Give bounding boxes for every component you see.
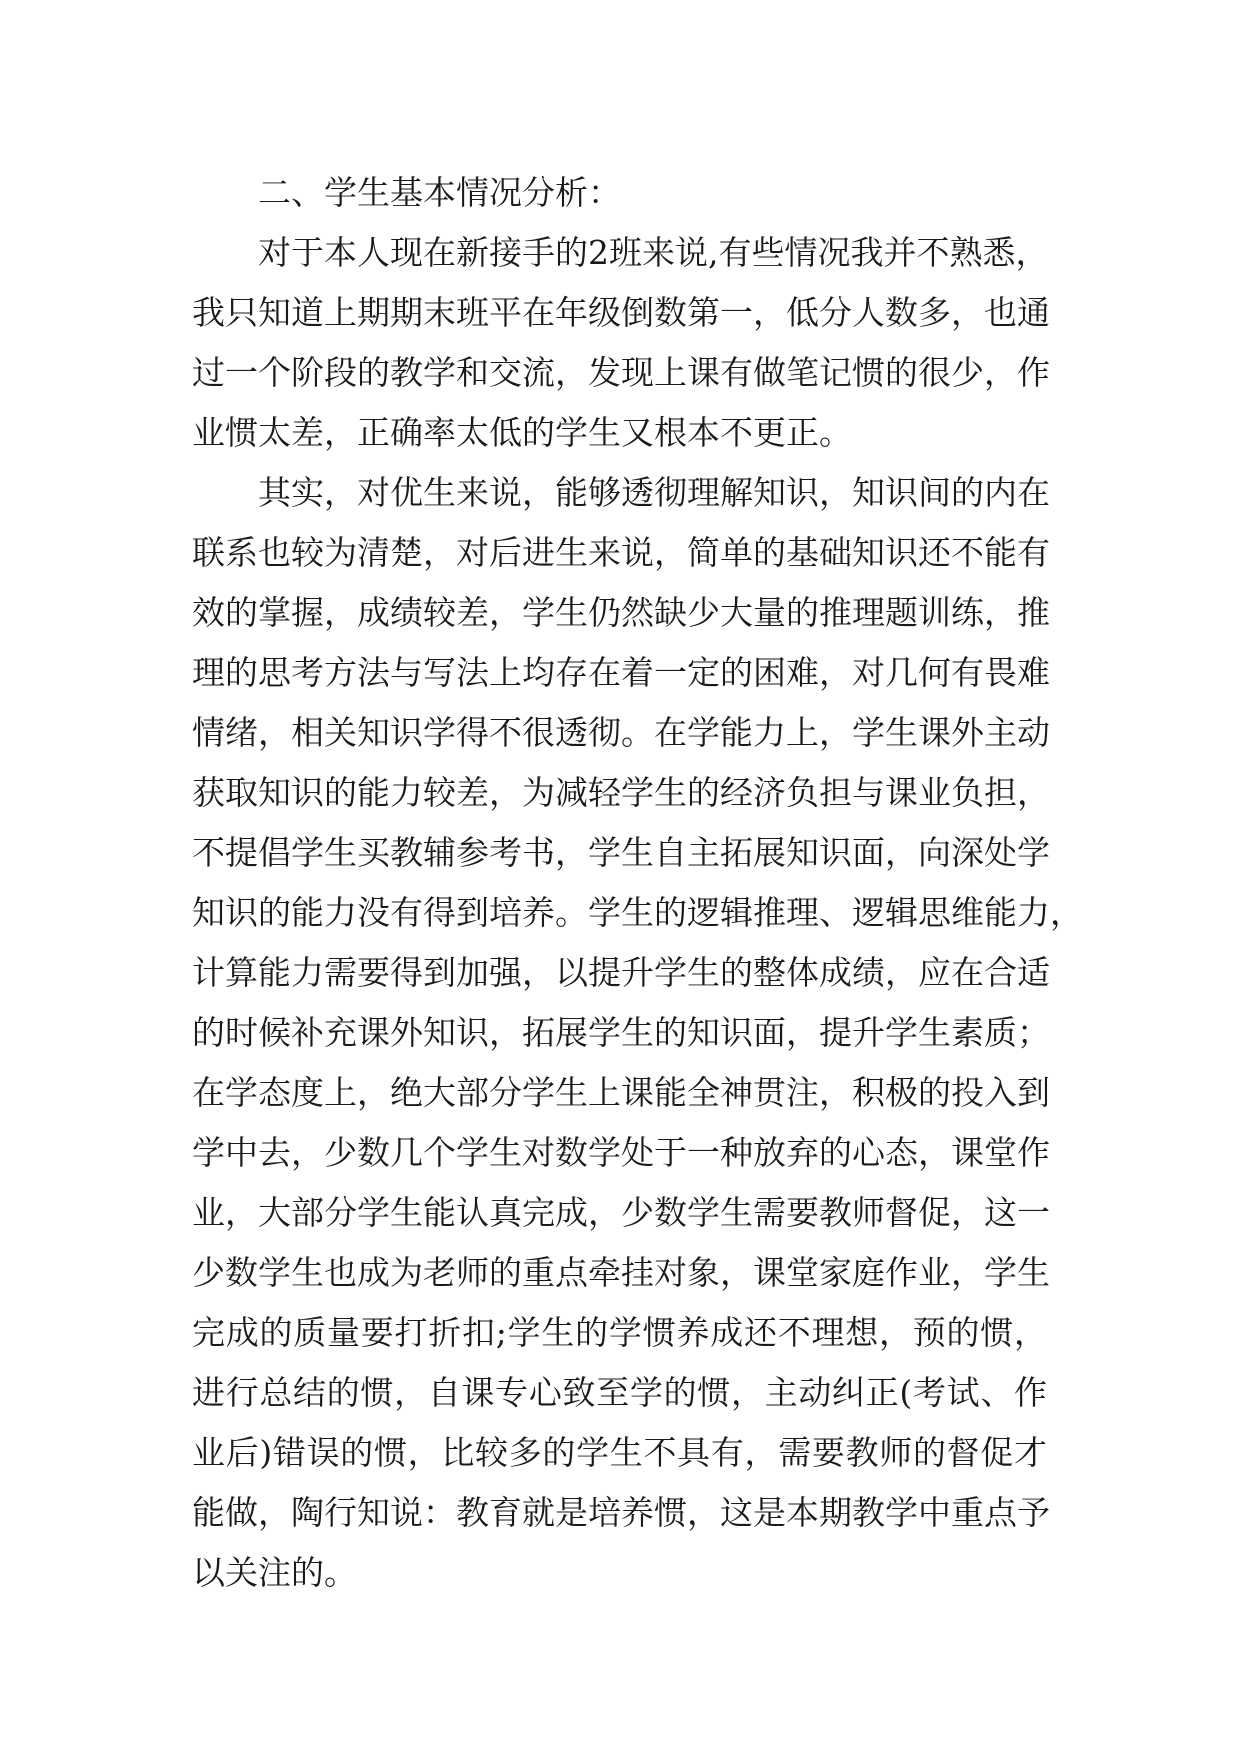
paragraph-line: 少数学生也成为老师的重点牵挂对象，课堂家庭作业，学生 bbox=[192, 1253, 1050, 1292]
paragraph-line: 对于本人现在新接手的2班来说,有些情况我并不熟悉， bbox=[258, 233, 1049, 272]
paragraph-1 bbox=[192, 223, 1050, 463]
paragraph-line: 效的掌握，成绩较差，学生仍然缺少大量的推理题训练，推 bbox=[192, 593, 1050, 632]
paragraph-line: 业惯太差，正确率太低的学生又根本不更正。 bbox=[192, 413, 852, 452]
section-heading: 二、学生基本情况分析： bbox=[258, 173, 621, 212]
paragraph-line: 以关注的。 bbox=[192, 1553, 357, 1592]
paragraph-2 bbox=[192, 463, 1083, 1603]
paragraph-line: 业，大部分学生能认真完成，少数学生需要教师督促，这一 bbox=[192, 1193, 1050, 1232]
paragraph-line: 完成的质量要打折扣;学生的学惯养成还不理想，预的惯， bbox=[192, 1313, 1047, 1352]
paragraph-line: 不提倡学生买教辅参考书，学生自主拓展知识面，向深处学 bbox=[192, 833, 1050, 872]
paragraph-line: 的时候补充课外知识，拓展学生的知识面，提升学生素质； bbox=[192, 1013, 1050, 1052]
paragraph-line: 在学态度上，绝大部分学生上课能全神贯注，积极的投入到 bbox=[192, 1073, 1050, 1112]
document-body bbox=[192, 163, 1083, 1603]
paragraph-line: 我只知道上期期末班平在年级倒数第一，低分人数多，也通 bbox=[192, 293, 1050, 332]
paragraph-line: 理的思考方法与写法上均存在着一定的困难，对几何有畏难 bbox=[192, 653, 1050, 692]
paragraph-line: 学中去，少数几个学生对数学处于一种放弃的心态，课堂作 bbox=[192, 1133, 1050, 1172]
paragraph-line: 获取知识的能力较差，为减轻学生的经济负担与课业负担， bbox=[192, 773, 1050, 812]
paragraph-line: 业后)错误的惯，比较多的学生不具有，需要教师的督促才 bbox=[192, 1433, 1047, 1472]
paragraph-line: 其实，对优生来说，能够透彻理解知识，知识间的内在 bbox=[258, 473, 1050, 512]
paragraph-line: 能做，陶行知说：教育就是培养惯，这是本期教学中重点予 bbox=[192, 1493, 1050, 1532]
paragraph-line: 知识的能力没有得到培养。学生的逻辑推理、逻辑思维能力， bbox=[192, 893, 1083, 932]
paragraph-line: 过一个阶段的教学和交流，发现上课有做笔记惯的很少，作 bbox=[192, 353, 1050, 392]
paragraph-line: 计算能力需要得到加强，以提升学生的整体成绩，应在合适 bbox=[192, 953, 1050, 992]
paragraph-line: 情绪，相关知识学得不很透彻。在学能力上，学生课外主动 bbox=[192, 713, 1050, 752]
paragraph-line: 进行总结的惯，自课专心致至学的惯，主动纠正(考试、作 bbox=[192, 1373, 1047, 1412]
paragraph-line: 联系也较为清楚，对后进生来说，简单的基础知识还不能有 bbox=[192, 533, 1050, 572]
